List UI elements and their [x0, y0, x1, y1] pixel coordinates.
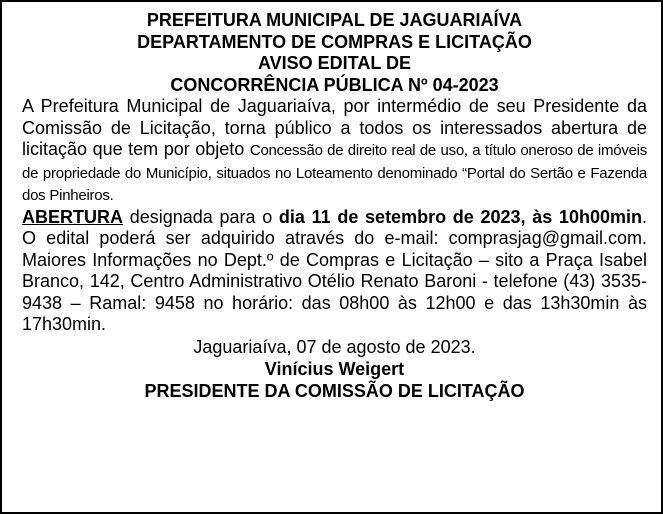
opening-text: designada para o — [123, 206, 279, 227]
department-title: DEPARTAMENTO DE COMPRAS E LICITAÇÃO — [137, 31, 532, 52]
municipality-title: PREFEITURA MUNICIPAL DE JAGUARIAÍVA — [146, 10, 523, 30]
opening-date: dia 11 de setembro de 2023, às 10h00min — [278, 206, 642, 227]
tender-number: CONCORRÊNCIA PÚBLICA Nº 04-2023 — [170, 74, 499, 95]
notice-heading — [22, 10, 647, 96]
notice-type: AVISO EDITAL DE — [257, 53, 412, 73]
place-date: Jaguariaíva, 07 de agosto de 2023. — [193, 336, 476, 357]
opening-label: ABERTURA — [22, 206, 123, 227]
notice-closing — [22, 336, 647, 402]
tender-object: Concessão de direito real de uso, a título oneroso de imóveis de propriedade do Município, situados no Loteamento denominado “Portal do Sertão e Fazenda dos Pinheiros. — [22, 142, 647, 204]
signer-name: Vinícius Weigert — [264, 358, 405, 379]
signer-role: PRESIDENTE DA COMISSÃO DE LICITAÇÃO — [144, 380, 525, 401]
contact-text: . O edital poderá ser adquirido através do e-mail: comprasjag@gmail.com. Maiores Informações no Dept.º de Compras e Licitação – sito a Praça Isabel Branco, 142, Centro Administrativo Otélio Renato Baroni - telefone (43) 3535-9438 – Ramal: 9458 no horário: das 08h00 às 12h00 e das 13h30min às 17h30min. — [22, 206, 647, 334]
intro-text: A Prefeitura Municipal de Jaguariaíva, por intermédio de seu Presidente da Comissão de Licitação, torna público a todos os interessados abertura de licitação que tem por objeto — [22, 96, 647, 159]
notice-body — [22, 96, 647, 336]
